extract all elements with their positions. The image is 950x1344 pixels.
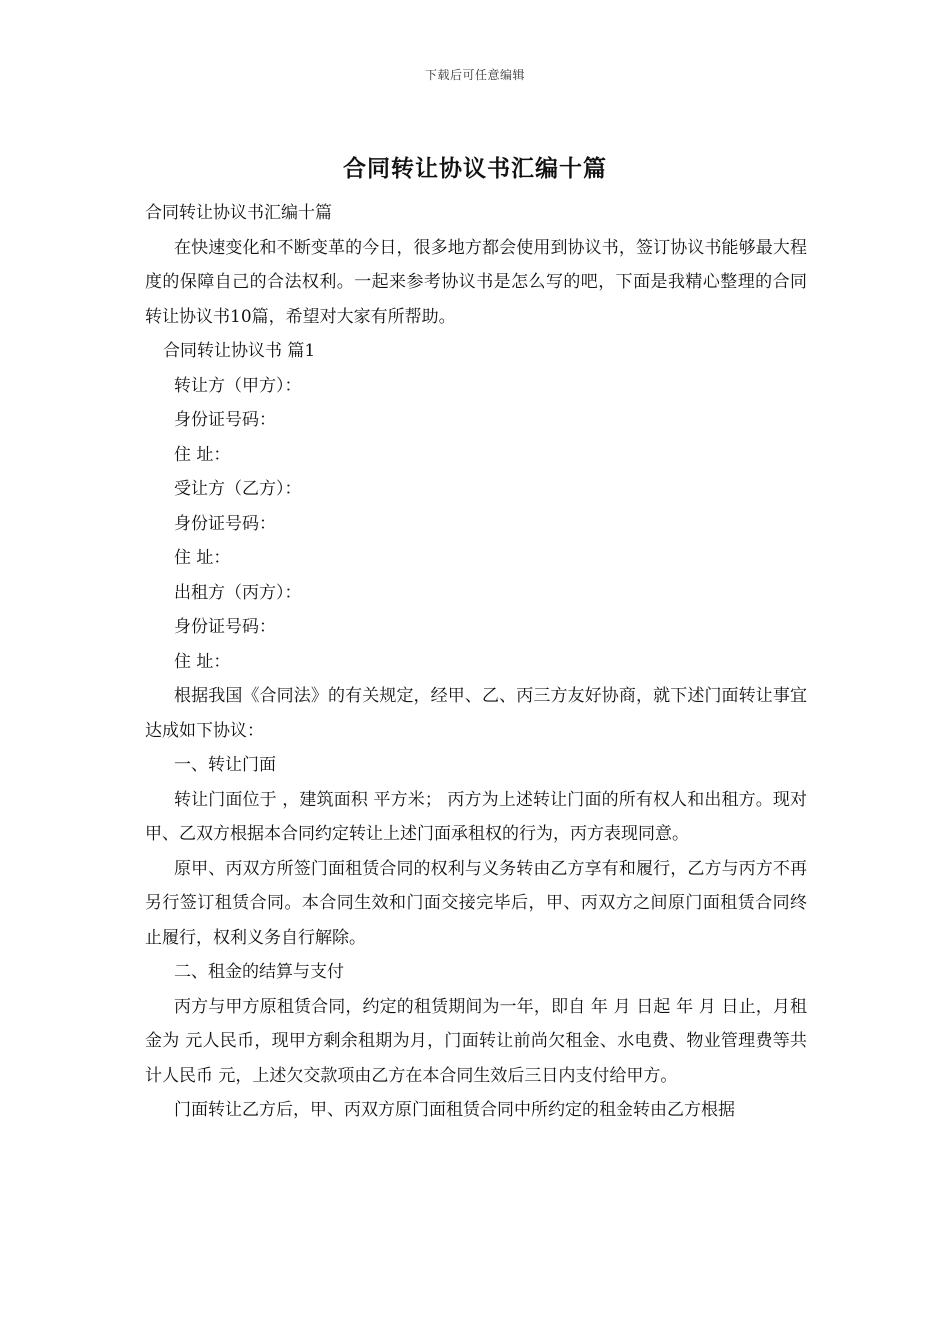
paragraph: 转让方（甲方）： <box>174 375 302 396</box>
paragraph: 原甲、丙双方所签门面租赁合同的权利与义务转由乙方享有和履行，乙方与丙方不再另行签订租赁合同。本合同生效和门面交接完毕后，甲、丙双方之间原门面租赁合同终止履行，权利义务自行解除。 <box>145 858 807 948</box>
paragraph: 受让方（乙方）： <box>174 479 302 499</box>
paragraph: 身份证号码： <box>174 410 276 430</box>
document-body <box>145 196 807 1128</box>
paragraph: 合同转让协议书 篇1 <box>163 341 316 361</box>
paragraph: 住 址： <box>174 548 231 568</box>
document-title: 合同转让协议书汇编十篇 <box>343 155 607 182</box>
paragraph: 出租方（丙方）： <box>174 582 302 603</box>
paragraph: 住 址： <box>174 444 231 465</box>
paragraph: 一、转让门面 <box>174 755 276 775</box>
paragraph: 转让门面位于 ，建筑面积 平方米； 丙方为上述转让门面的所有权人和出租方。现对甲、乙双方根据本合同约定转让上述门面承租权的行为，丙方表现同意。 <box>145 789 807 844</box>
paragraph: 丙方与甲方原租赁合同，约定的租赁期间为一年，即自 年 月 日起 年 月 日止，月租金为 元人民币，现甲方剩余租期为月，门面转让前尚欠租金、水电费、物业管理费等共计人民币 元，上述欠交款项由乙方在本合同生效后三日内支付给甲方。 <box>145 996 807 1086</box>
paragraph: 根据我国《合同法》的有关规定，经甲、乙、丙三方友好协商，就下述门面转让事宜达成如下协议： <box>145 686 807 741</box>
paragraph: 身份证号码： <box>174 617 276 637</box>
paragraph: 身份证号码： <box>174 513 276 534</box>
paragraph: 门面转让乙方后，甲、丙双方原门面租赁合同中所约定的租金转由乙方根据 <box>174 1100 735 1120</box>
paragraph: 合同转让协议书汇编十篇 <box>145 203 332 223</box>
header-note: 下载后可任意编辑 <box>424 68 525 82</box>
paragraph: 二、租金的结算与支付 <box>174 962 344 982</box>
paragraph: 住 址： <box>174 651 231 672</box>
paragraph: 在快速变化和不断变革的今日，很多地方都会使用到协议书，签订协议书能够最大程度的保障自己的合法权利。一起来参考协议书是怎么写的吧，下面是我精心整理的合同转让协议书10篇，希望对大家有所帮助。 <box>145 237 807 327</box>
